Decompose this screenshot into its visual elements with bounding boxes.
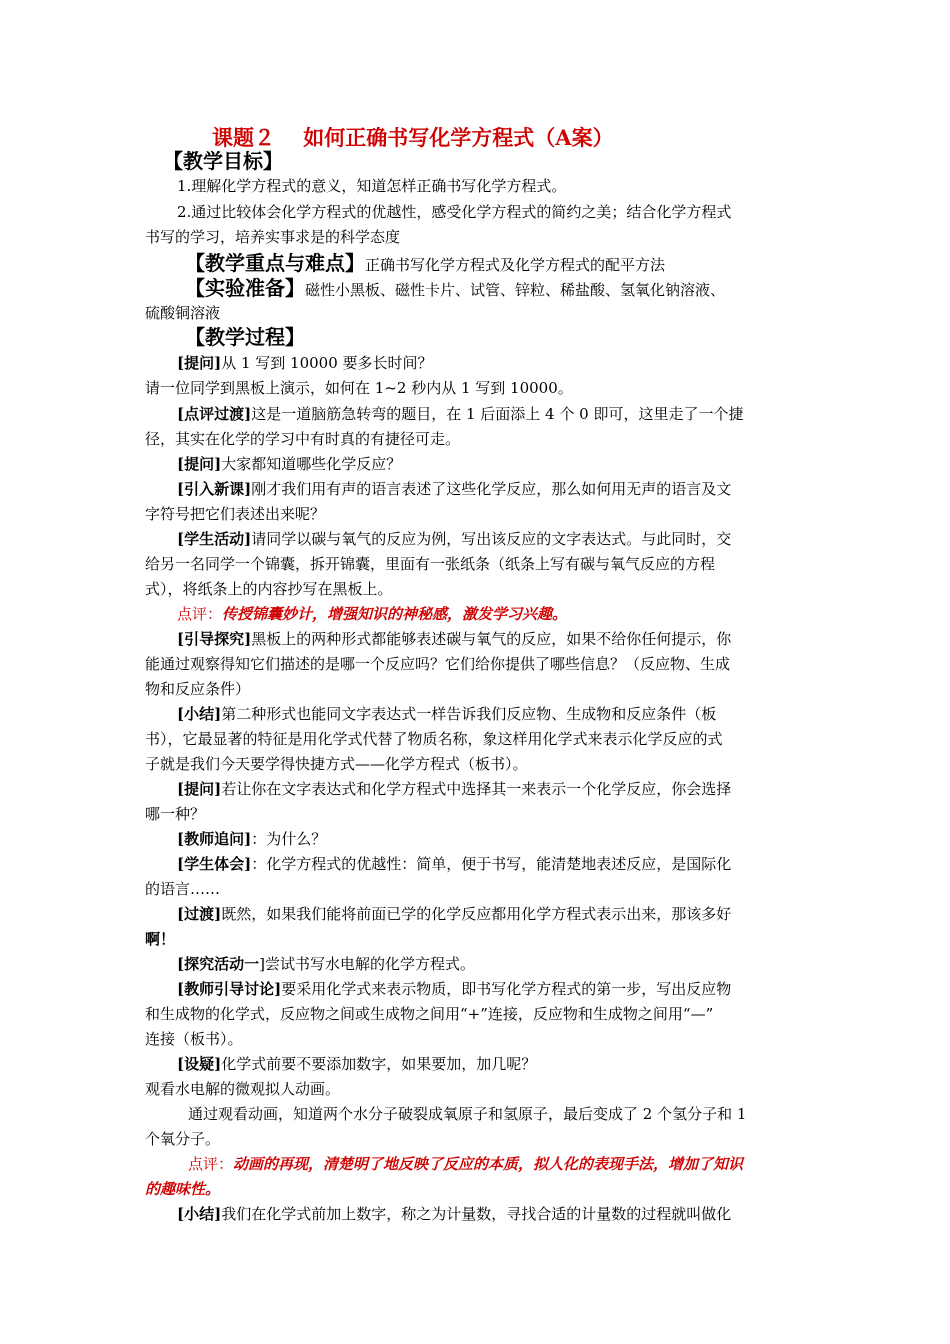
para-text: 化学式前要不要添加数字，如果要加，加几呢？ [221, 1055, 537, 1073]
para-discuss-cont-2: 连接（板书）。 [145, 1030, 243, 1048]
heading-key-points: 【教学重点与难点】 [185, 251, 365, 275]
para-experience [177, 853, 731, 875]
goal-2-line-2: 书写的学习，培养实事求是的科学态度 [145, 228, 401, 246]
tag-ask: [提问] [177, 354, 222, 372]
para-text: 黑板上的两种形式都能够表述碳与氧气的反应，如果不给你任何提示，你 [251, 630, 732, 648]
prep-line [185, 277, 725, 301]
comment-text: 传授锦囊妙计，增强知识的神秘感，激发学习兴趣。 [222, 605, 568, 623]
tag-ask: [提问] [177, 780, 222, 798]
para-text: 刚才我们用有声的语言表述了这些化学反应，那么如何用无声的语言及文 [251, 480, 732, 498]
key-points-text: 正确书写化学方程式及化学方程式的配平方法 [365, 256, 666, 274]
tag-discuss: [教师引导讨论] [177, 980, 282, 998]
prep-text-1: 磁性小黑板、磁性卡片、试管、锌粒、稀盐酸、氢氧化钠溶液、 [305, 281, 726, 299]
para-intro-cont: 字符号把它们表述出来呢？ [145, 505, 326, 523]
para-student [177, 528, 731, 550]
heading-goals: 【教学目标】 [163, 149, 283, 173]
key-points-line [185, 252, 665, 276]
para-text: ：化学方程式的优越性：简单，便于书写，能清楚地表述反应，是国际化 [251, 855, 732, 873]
para-guide [177, 628, 731, 650]
tag-intro: [引入新课] [177, 480, 252, 498]
para-text: 从 1 写到 10000 要多长时间？ [221, 354, 433, 372]
tag-transition: [过渡] [177, 905, 222, 923]
para-summary-cont-1: 书），它最显著的特征是用化学式代替了物质名称，象这样用化学式来表示化学反应的式 [145, 730, 723, 748]
para-guide-cont-1: 能通过观察得知它们描述的是哪一个反应吗？它们给你提供了哪些信息？（反应物、生成 [145, 655, 731, 673]
tag-review: [点评过渡] [177, 405, 252, 423]
para-text: 若让你在文字表达式和化学方程式中选择其一来表示一个化学反应，你会选择 [221, 780, 732, 798]
para-summary-2 [177, 1203, 731, 1225]
tag-summary: [小结] [177, 1205, 222, 1223]
heading-preparation: 【实验准备】 [185, 276, 305, 300]
comment-label: 点评： [188, 1155, 234, 1173]
para-question [177, 1053, 536, 1075]
para-student-cont-1: 给另一名同学一个锦囊，拆开锦囊，里面有一张纸条（纸条上写有碳与氧气反应的方程 [145, 555, 716, 573]
para-transition [177, 903, 731, 925]
para-text: ：为什么？ [251, 830, 327, 848]
para-observe-cont: 个氧分子。 [145, 1130, 221, 1148]
tag-followup: [教师追问] [177, 830, 252, 848]
para-review [177, 403, 743, 425]
para-text: 第二种形式也能同文字表达式一样告诉我们反应物、生成物和反应条件（板 [221, 705, 717, 723]
tag-explore: [探究活动一 [177, 955, 260, 973]
tag-summary: [小结] [177, 705, 222, 723]
para-text: 我们在化学式前加上数字，称之为计量数，寻找合适的计量数的过程就叫做化 [221, 1205, 732, 1223]
para-summary-cont-2: 子就是我们今天要学得快捷方式——化学方程式（板书）。 [145, 755, 528, 773]
prep-text-2: 硫酸铜溶液 [145, 304, 221, 322]
para-transition-cont: 啊！ [145, 930, 176, 948]
para-discuss-cont-1: 和生成物的化学式，反应物之间或生成物之间用“+”连接，反应物和生成物之间用“—” [145, 1005, 714, 1023]
comment-2 [188, 1153, 743, 1175]
tag-experience: [学生体会] [177, 855, 252, 873]
para-text: 请同学以碳与氧气的反应为例，写出该反应的文字表达式。与此同时，交 [251, 530, 732, 548]
comment-1 [177, 603, 567, 625]
para-summary-1 [177, 703, 716, 725]
para-discuss [177, 978, 731, 1000]
goal-2-line-1: 2.通过比较体会化学方程式的优越性，感受化学方程式的简约之美；结合化学方程式 [177, 203, 732, 221]
tag-student-activity: [学生活动] [177, 530, 252, 548]
page-title: 课题２ 如何正确书写化学方程式（A案） [212, 125, 614, 150]
tag-ask: [提问] [177, 455, 222, 473]
comment-2-cont: 的趣味性。 [145, 1180, 221, 1198]
para-student-cont-2: 式），将纸条上的内容抄写在黑板上。 [145, 580, 393, 598]
para-ask-3-cont: 哪一种？ [145, 805, 206, 823]
para-review-cont: 径，其实在化学的学习中有时真的有捷径可走。 [145, 430, 461, 448]
goal-1: 1.理解化学方程式的意义，知道怎样正确书写化学方程式。 [177, 177, 567, 195]
para-ask-1 [177, 352, 433, 374]
heading-process: 【教学过程】 [185, 325, 305, 349]
para-guide-cont-2: 物和反应条件） [145, 680, 251, 698]
para-text: 要采用化学式来表示物质，即书写化学方程式的第一步，写出反应物 [281, 980, 732, 998]
para-ask-3 [177, 778, 731, 800]
para-text: 大家都知道哪些化学反应？ [221, 455, 402, 473]
para-explore [177, 953, 475, 975]
para-observe: 通过观看动画，知道两个水分子破裂成氧原子和氢原子，最后变成了 2 个氢分子和 1 [188, 1105, 747, 1123]
comment-text: 动画的再现，清楚明了地反映了反应的本质，拟人化的表现手法，增加了知识 [233, 1155, 744, 1173]
para-experience-cont: 的语言…… [145, 880, 221, 898]
para-animation: 观看水电解的微观拟人动画。 [145, 1080, 341, 1098]
para-followup [177, 828, 326, 850]
para-demo: 请一位同学到黑板上演示，如何在 1~2 秒内从 1 写到 10000。 [145, 379, 573, 397]
para-text: ]尝试书写水电解的化学方程式。 [259, 955, 475, 973]
para-intro [177, 478, 731, 500]
para-ask-2 [177, 453, 401, 475]
tag-question: [设疑] [177, 1055, 222, 1073]
tag-guide: [引导探究] [177, 630, 252, 648]
para-text: 这是一道脑筋急转弯的题目，在 1 后面添上 4 个 0 即可，这里走了一个捷 [251, 405, 744, 423]
comment-label: 点评： [177, 605, 223, 623]
para-text: 既然，如果我们能将前面已学的化学反应都用化学方程式表示出来，那该多好 [221, 905, 732, 923]
